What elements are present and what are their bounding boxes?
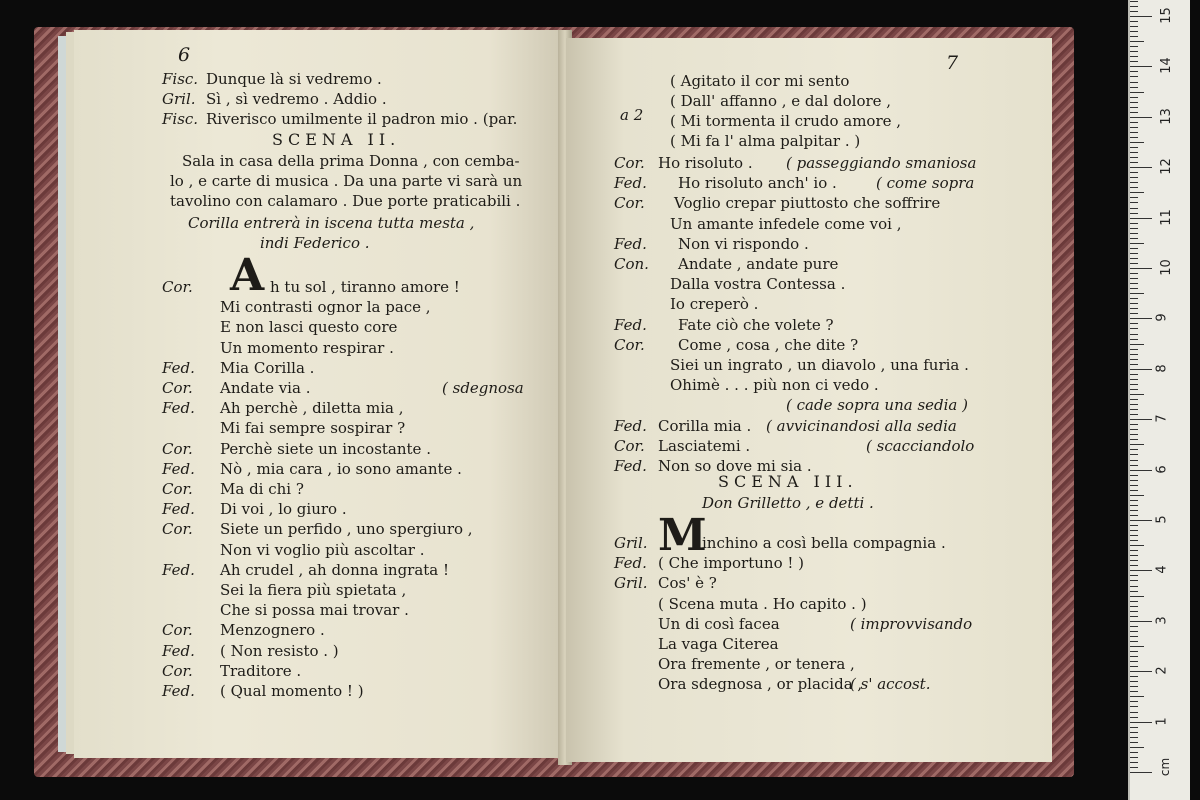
stage-direction: tavolino con calamaro . Due porte praticabili . [170, 192, 521, 210]
ruler-tick [1130, 328, 1138, 329]
duet-line: ( Agitato il cor mi sento [670, 72, 850, 90]
line-text: Traditore . [220, 661, 302, 680]
ruler-tick [1130, 460, 1138, 461]
stage-aside: ( cade sopra una sedia ) [786, 396, 968, 415]
ruler-tick [1130, 197, 1138, 198]
ruler-tick [1130, 712, 1138, 713]
line-text: ( Scena muta . Ho capito . ) [658, 594, 867, 613]
ruler-tick [1130, 82, 1138, 83]
line-text: La vaga Citerea [658, 635, 779, 653]
ruler-tick [1130, 132, 1138, 133]
ruler-tick [1130, 147, 1138, 148]
line-text: Sei la fiera più spietata , [220, 581, 407, 599]
ruler-tick [1130, 742, 1138, 743]
line-text: Come , cosa , che dite ? [678, 335, 859, 354]
ruler-tick [1130, 46, 1138, 47]
ruler-number: 5 [1154, 515, 1170, 524]
speaker: Cor. [162, 278, 193, 296]
scene-heading: SCENA III. [718, 472, 858, 491]
ruler-tick [1130, 238, 1138, 239]
line-text: Ah perchè , diletta mia , [220, 399, 404, 418]
ruler-tick [1130, 606, 1138, 607]
ruler-tick [1130, 570, 1152, 571]
line-text: Corilla mia . [658, 416, 752, 435]
ruler-tick [1130, 76, 1138, 77]
line-text: ( Non resisto . ) [220, 641, 339, 660]
ruler-tick [1130, 152, 1138, 153]
ruler-number: 3 [1154, 616, 1170, 625]
duet-label: a 2 [620, 106, 644, 124]
ruler-tick [1130, 359, 1138, 360]
ruler-number: 4 [1154, 565, 1170, 575]
duet-line: ( Dall' affanno , e dal dolore , [670, 92, 892, 110]
page-number: 6 [178, 44, 191, 66]
ruler-tick [1130, 273, 1138, 274]
ruler-tick [1130, 97, 1138, 98]
ruler-tick [1130, 248, 1138, 249]
entrance-direction: Don Grilletto , e detti . [702, 494, 874, 512]
ruler-tick [1130, 545, 1144, 546]
ruler-tick [1130, 641, 1138, 642]
drop-cap: A [230, 250, 265, 301]
ruler-tick [1130, 419, 1152, 420]
line-text: Andate , andate pure [678, 255, 839, 273]
ruler-tick [1130, 757, 1138, 758]
ruler-tick [1130, 318, 1152, 319]
speaker: Fed. [614, 554, 647, 573]
ruler-tick [1130, 449, 1138, 450]
ruler-tick [1130, 424, 1138, 425]
ruler-tick [1130, 495, 1144, 496]
ruler-tick [1130, 666, 1138, 667]
ruler-tick [1130, 334, 1138, 335]
ruler-tick [1130, 87, 1138, 88]
ruler-tick [1130, 71, 1138, 72]
ruler-tick [1130, 112, 1138, 113]
ruler-tick [1130, 389, 1138, 390]
stage-aside: ( improvvisando [850, 614, 973, 633]
ruler-tick [1130, 505, 1138, 506]
stage-aside: ( passeggiando smaniosa [786, 154, 977, 172]
line-text: Non vi rispondo . [678, 234, 809, 253]
ruler-tick [1130, 434, 1138, 435]
ruler-tick [1130, 515, 1138, 516]
ruler-tick [1130, 26, 1138, 27]
ruler-number: 15 [1158, 7, 1174, 24]
ruler-tick [1130, 706, 1138, 707]
speaker: Cor. [162, 520, 193, 539]
ruler-tick [1130, 253, 1138, 254]
ruler-tick [1130, 580, 1138, 581]
ruler-tick [1130, 298, 1138, 299]
ruler-number: 6 [1154, 464, 1170, 474]
speaker: Gril. [614, 534, 648, 552]
stage-aside: ( sdegnosa [442, 379, 524, 397]
line-text: Menzognero . [220, 621, 325, 640]
ruler-number: 13 [1158, 108, 1174, 125]
right-page [566, 38, 1052, 762]
ruler-tick [1130, 11, 1138, 12]
stage-direction: Sala in casa della prima Donna , con cemba- [182, 152, 520, 170]
line-text: Un di così facea [658, 614, 780, 633]
ruler-tick [1130, 339, 1138, 340]
ruler-tick [1130, 182, 1138, 183]
ruler-tick [1130, 344, 1144, 345]
ruler-tick [1130, 520, 1152, 521]
ruler-tick [1130, 727, 1138, 728]
ruler-tick [1130, 737, 1138, 738]
speaker: Cor. [614, 194, 645, 213]
ruler-tick [1130, 92, 1144, 93]
ruler-tick [1130, 6, 1138, 7]
ruler-tick [1130, 223, 1138, 224]
ruler-tick [1130, 500, 1138, 501]
ruler-tick [1130, 656, 1138, 657]
ruler-tick [1130, 394, 1144, 395]
speaker: Cor. [162, 480, 193, 498]
measuring-ruler [1128, 0, 1190, 800]
speaker: Fed. [614, 315, 647, 334]
ruler-number: 14 [1158, 57, 1174, 75]
ruler-tick [1130, 263, 1138, 264]
ruler-tick [1130, 228, 1138, 229]
ruler-tick [1130, 470, 1152, 471]
line-text: Mi fai sempre sospirar ? [220, 419, 406, 438]
ruler-number: 8 [1154, 364, 1170, 373]
line-text: h tu sol , tiranno amore ! [270, 278, 460, 296]
entrance-direction: indi Federico . [260, 234, 370, 252]
ruler-tick [1130, 631, 1138, 632]
ruler-tick [1130, 626, 1138, 627]
ruler-tick [1130, 475, 1138, 476]
speaker: Fed. [162, 358, 195, 377]
line-text: Ho risoluto anch' io . [678, 174, 837, 193]
ruler-tick [1130, 258, 1138, 259]
ruler-number: 7 [1154, 414, 1170, 423]
ruler-tick [1130, 480, 1138, 481]
line-text: Ora fremente , or tenera , [658, 655, 855, 674]
stage-aside: ( avvicinandosi alla sedia [766, 416, 957, 435]
ruler-tick [1130, 681, 1138, 682]
line-text: Mia Corilla . [220, 358, 315, 377]
ruler-tick [1130, 701, 1138, 702]
ruler-tick [1130, 293, 1144, 294]
ruler-tick [1130, 379, 1138, 380]
speaker: Fisc. [162, 110, 199, 128]
ruler-tick [1130, 525, 1138, 526]
speaker: Cor. [614, 335, 645, 354]
ruler-tick [1130, 550, 1138, 551]
speaker: Cor. [162, 621, 193, 640]
ruler-tick [1130, 36, 1138, 37]
line-text: Io creperò . [670, 295, 759, 314]
speaker: Fed. [614, 234, 647, 253]
ruler-tick [1130, 444, 1144, 445]
ruler-tick [1130, 1, 1138, 2]
speaker: Fed. [162, 459, 195, 478]
ruler-tick [1130, 485, 1138, 486]
line-text: inchino a così bella compagnia . [702, 534, 946, 552]
speaker: Fed. [162, 641, 195, 660]
ruler-tick [1130, 575, 1138, 576]
line-text: Di voi , lo giuro . [220, 500, 347, 519]
line-text: Ohimè . . . più non ci vedo . [670, 376, 879, 395]
ruler-tick [1130, 51, 1138, 52]
ruler-number: 2 [1154, 666, 1170, 675]
ruler-tick [1130, 308, 1138, 309]
ruler-tick [1130, 621, 1152, 622]
ruler-tick [1130, 454, 1138, 455]
ruler-tick [1130, 601, 1138, 602]
ruler-tick [1130, 490, 1138, 491]
ruler-tick [1130, 399, 1138, 400]
ruler-tick [1130, 233, 1138, 234]
ruler-tick [1130, 671, 1152, 672]
line-text: ( Che importuno ! ) [658, 554, 805, 573]
stage-direction: lo , e carte di musica . Da una parte vi sarà un [170, 172, 523, 190]
ruler-tick [1130, 102, 1138, 103]
line-text: Ho risoluto . [658, 154, 753, 172]
ruler-tick [1130, 117, 1152, 118]
line-text: Nò , mia cara , io sono amante . [220, 459, 462, 478]
ruler-tick [1130, 369, 1152, 370]
ruler-tick [1130, 772, 1152, 773]
ruler-tick [1130, 596, 1144, 597]
ruler-tick [1130, 616, 1138, 617]
line-text: ( Qual momento ! ) [220, 682, 364, 700]
speaker: Fisc. [162, 70, 199, 88]
ruler-tick [1130, 268, 1152, 269]
line-text: Che si possa mai trovar . [220, 601, 409, 620]
ruler-tick [1130, 636, 1138, 637]
speaker: Cor. [162, 439, 193, 458]
line-text: Ma di chi ? [220, 480, 304, 498]
ruler-tick [1130, 56, 1138, 57]
ruler-tick [1130, 762, 1138, 763]
stage-aside: ( scacciandolo [866, 436, 975, 455]
ruler-tick [1130, 213, 1138, 214]
line-text: Cos' è ? [658, 574, 717, 593]
ruler-tick [1130, 409, 1138, 410]
ruler-tick [1130, 354, 1138, 355]
speaker: Fed. [162, 500, 195, 519]
ruler-tick [1130, 21, 1138, 22]
ruler-tick [1130, 31, 1138, 32]
ruler-number: 11 [1158, 208, 1174, 226]
ruler-tick [1130, 162, 1138, 163]
ruler-tick [1130, 323, 1138, 324]
ruler-tick [1130, 172, 1138, 173]
drop-cap: M [658, 510, 707, 561]
ruler-number: 10 [1158, 259, 1174, 276]
ruler-number: 12 [1158, 158, 1174, 175]
speaker: Cor. [614, 154, 645, 172]
duet-line: ( Mi tormenta il crudo amore , [670, 112, 902, 130]
ruler-tick [1130, 747, 1144, 748]
line-text: Dalla vostra Contessa . [670, 275, 846, 294]
ruler-tick [1130, 208, 1138, 209]
ruler-tick [1130, 651, 1138, 652]
ruler-tick [1130, 717, 1138, 718]
line-text: Voglio crepar piuttosto che soffrire [674, 194, 941, 213]
speaker: Fed. [614, 416, 647, 435]
ruler-tick [1130, 61, 1138, 62]
ruler-tick [1130, 565, 1138, 566]
ruler-tick [1130, 243, 1144, 244]
ruler-tick [1130, 187, 1138, 188]
speaker: Fed. [162, 560, 195, 579]
ruler-tick [1130, 465, 1138, 466]
line-text: E non lasci questo core [220, 318, 398, 337]
stage-aside: ( come sopra [876, 174, 975, 193]
ruler-tick [1130, 384, 1138, 385]
line-text: Un momento respirar . [220, 338, 394, 357]
line-text: Non so dove mi sia . [658, 457, 812, 475]
speaker: Cor. [162, 661, 193, 680]
line-text: Siei un ingrato , un diavolo , una furia . [670, 356, 969, 374]
ruler-tick [1130, 278, 1138, 279]
line-text: Dunque là si vedremo . [206, 70, 382, 88]
ruler-tick [1130, 374, 1138, 375]
ruler-tick [1130, 732, 1138, 733]
speaker: Cor. [614, 436, 645, 455]
ruler-tick [1130, 439, 1138, 440]
ruler-tick [1130, 202, 1138, 203]
ruler-tick [1130, 364, 1138, 365]
ruler-tick [1130, 313, 1138, 314]
line-text: Sì , sì vedremo . Addio . [206, 90, 387, 108]
ruler-tick [1130, 303, 1138, 304]
line-text: Lasciatemi . [658, 436, 751, 455]
ruler-tick [1130, 107, 1138, 108]
ruler-tick [1130, 127, 1138, 128]
ruler-tick [1130, 167, 1152, 168]
duet-line: ( Mi fa l' alma palpitar . ) [670, 132, 861, 150]
speaker: Fed. [614, 174, 647, 193]
ruler-tick [1130, 591, 1138, 592]
ruler-tick [1130, 676, 1138, 677]
ruler-tick [1130, 661, 1138, 662]
line-text: Ora sdegnosa , or placida , [658, 675, 863, 694]
speaker: Cor. [162, 379, 193, 397]
ruler-tick [1130, 177, 1138, 178]
ruler-tick [1130, 157, 1138, 158]
line-text: Non vi voglio più ascoltar . [220, 540, 425, 559]
ruler-unit: cm [1158, 757, 1173, 777]
ruler-tick [1130, 752, 1138, 753]
ruler-number: 1 [1154, 716, 1170, 726]
scene-heading: SCENA II. [272, 130, 401, 149]
ruler-tick [1130, 414, 1138, 415]
ruler-number: 9 [1154, 313, 1170, 323]
line-text: Andate via . [220, 379, 311, 397]
line-text: Fate ciò che volete ? [678, 315, 834, 334]
ruler-tick [1130, 691, 1138, 692]
ruler-tick [1130, 404, 1138, 405]
speaker: Fed. [614, 457, 647, 475]
ruler-tick [1130, 66, 1152, 67]
ruler-tick [1130, 535, 1138, 536]
ruler-tick [1130, 122, 1138, 123]
ruler-tick [1130, 686, 1138, 687]
ruler-tick [1130, 429, 1138, 430]
ruler-tick [1130, 16, 1152, 17]
ruler-tick [1130, 41, 1144, 42]
speaker: Fed. [162, 682, 195, 700]
ruler-tick [1130, 560, 1138, 561]
ruler-tick [1130, 646, 1144, 647]
speaker: Fed. [162, 399, 195, 418]
ruler-tick [1130, 586, 1138, 587]
ruler-tick [1130, 767, 1138, 768]
entrance-direction: Corilla entrerà in iscena tutta mesta , [188, 214, 475, 232]
line-text: Ah crudel , ah donna ingrata ! [220, 560, 450, 579]
ruler-tick [1130, 283, 1138, 284]
line-text: Riverisco umilmente il padron mio . (par. [206, 110, 518, 128]
line-text: Perchè siete un incostante . [220, 439, 431, 458]
ruler-tick [1130, 722, 1152, 723]
line-text: Mi contrasti ognor la pace , [220, 298, 431, 317]
ruler-tick [1130, 510, 1138, 511]
speaker: Con. [614, 255, 649, 273]
left-page [74, 30, 562, 758]
ruler-tick [1130, 555, 1138, 556]
ruler-tick [1130, 218, 1152, 219]
ruler-tick [1130, 530, 1138, 531]
speaker: Gril. [614, 574, 648, 593]
speaker: Gril. [162, 90, 196, 108]
line-text: Siete un perfido , uno spergiuro , [220, 520, 473, 539]
page-number: 7 [946, 52, 959, 74]
ruler-tick [1130, 137, 1138, 138]
ruler-tick [1130, 288, 1138, 289]
ruler-tick [1130, 142, 1144, 143]
line-text: Un amante infedele come voi , [670, 214, 902, 233]
stage-aside: ( s' accost. [850, 675, 931, 694]
ruler-tick [1130, 192, 1144, 193]
ruler-tick [1130, 696, 1144, 697]
ruler-tick [1130, 611, 1138, 612]
ruler-tick [1130, 349, 1138, 350]
ruler-tick [1130, 540, 1138, 541]
